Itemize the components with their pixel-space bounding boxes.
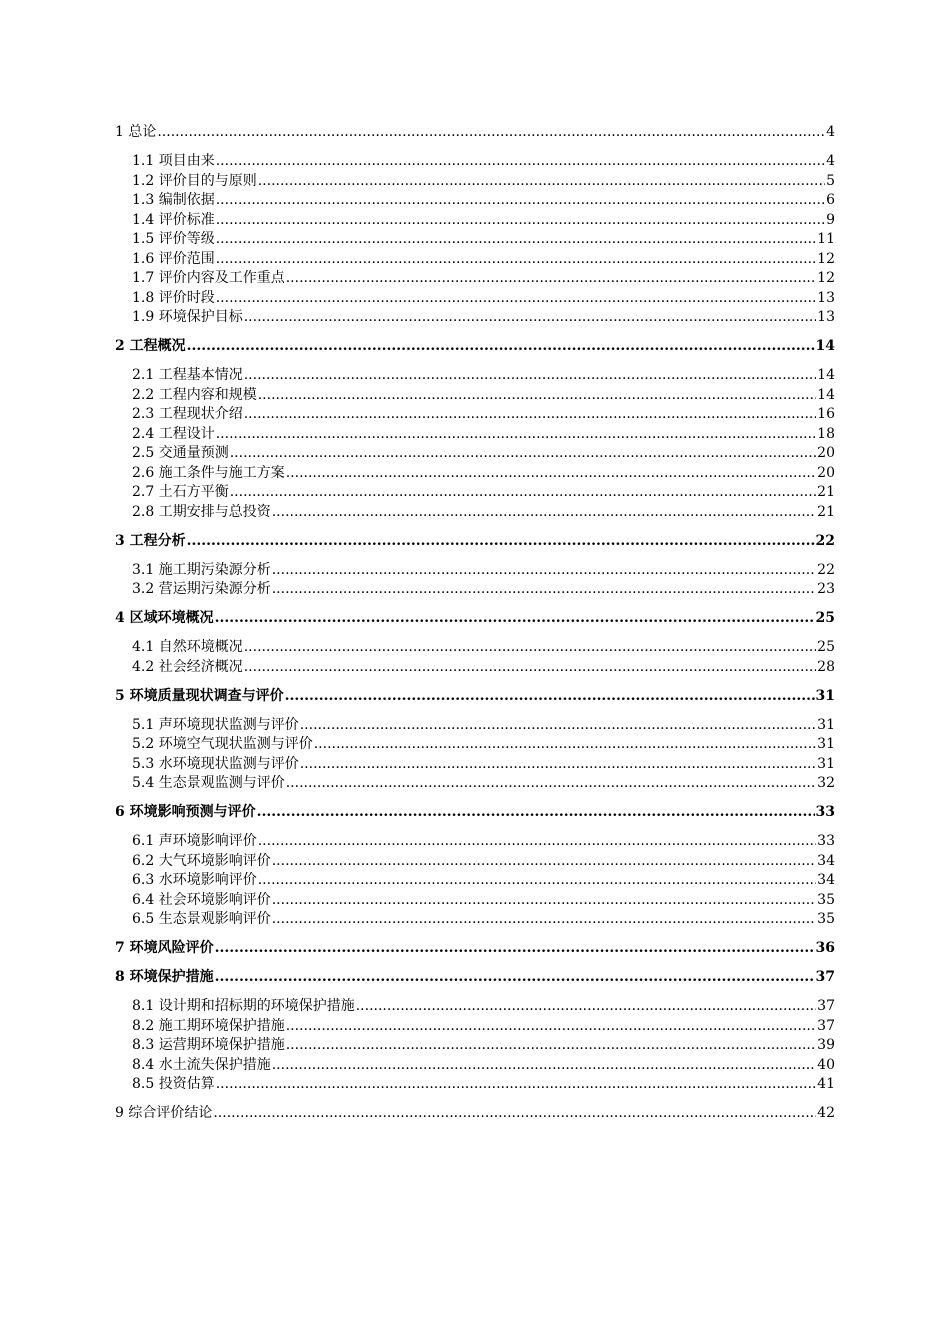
toc-dot-leader [272, 503, 816, 523]
toc-page-number: 11 [817, 231, 835, 247]
toc-section-entry[interactable] [115, 250, 835, 270]
toc-page-number: 36 [815, 940, 835, 956]
toc-dot-leader [216, 191, 825, 211]
toc-entry-title: 4.1 自然环境概况 [132, 639, 243, 655]
toc-dot-leader [216, 425, 816, 445]
toc-page-number: 31 [817, 736, 835, 752]
toc-dot-leader [286, 1017, 816, 1037]
toc-page-number: 33 [817, 833, 835, 849]
toc-page-number: 33 [815, 804, 835, 820]
toc-page-number: 6 [826, 192, 835, 208]
toc-chapter-entry[interactable] [115, 532, 835, 552]
toc-entry-title: 1.4 评价标准 [132, 211, 215, 228]
toc-dot-leader [230, 444, 816, 464]
toc-dot-leader [244, 658, 816, 678]
toc-section-entry[interactable] [115, 658, 835, 678]
toc-entry-title: 1.8 评价时段 [132, 289, 215, 306]
table-of-contents [115, 123, 835, 1124]
toc-dot-leader [230, 483, 816, 503]
toc-page-number: 4 [826, 124, 835, 140]
toc-dot-leader [215, 968, 815, 988]
toc-entry-title: 8.4 水土流失保护措施 [132, 1056, 271, 1073]
toc-entry-title: 5 环境质量现状调查与评价 [115, 687, 284, 704]
toc-section-entry[interactable] [115, 366, 835, 386]
toc-entry-title: 1.7 评价内容及工作重点 [132, 270, 285, 286]
toc-dot-leader [286, 464, 816, 484]
toc-entry-title: 1.1 项目由来 [132, 153, 215, 169]
toc-page-number: 14 [817, 386, 835, 403]
toc-dot-leader [215, 609, 815, 629]
toc-page-number: 16 [817, 406, 835, 422]
toc-section-entry[interactable] [115, 638, 835, 658]
toc-page-number: 12 [817, 250, 835, 267]
toc-entry-title: 6.2 大气环境影响评价 [132, 852, 271, 869]
toc-page-number: 25 [817, 639, 835, 655]
toc-entry-title: 3.2 营运期污染源分析 [132, 581, 271, 597]
toc-section-entry[interactable] [115, 1017, 835, 1037]
toc-entry-title: 1 总论 [115, 124, 157, 140]
toc-dot-leader [272, 561, 816, 581]
toc-section-entry[interactable] [115, 561, 835, 581]
toc-page-number: 9 [826, 211, 835, 228]
toc-section-entry[interactable] [115, 152, 835, 172]
toc-page-number: 40 [817, 1056, 835, 1073]
toc-section-entry[interactable] [115, 1036, 835, 1056]
toc-chapter-entry[interactable] [115, 337, 835, 357]
toc-dot-leader [286, 269, 816, 289]
toc-page-number: 41 [817, 1076, 835, 1092]
toc-section-entry[interactable] [115, 483, 835, 503]
toc-page-number: 34 [817, 872, 835, 888]
toc-page-number: 12 [817, 270, 835, 286]
toc-entry-title: 2.8 工期安排与总投资 [132, 503, 271, 520]
toc-dot-leader [300, 716, 816, 736]
toc-page-number: 37 [817, 1017, 835, 1034]
toc-section-entry[interactable] [115, 852, 835, 872]
toc-entry-title: 8.3 运营期环境保护措施 [132, 1037, 285, 1053]
toc-section-entry[interactable] [115, 211, 835, 231]
toc-entry-title: 2.3 工程现状介绍 [132, 406, 243, 422]
toc-section-entry[interactable] [115, 386, 835, 406]
toc-dot-leader [258, 386, 816, 406]
toc-entry-title: 6.4 社会环境影响评价 [132, 891, 271, 908]
toc-page-number: 31 [817, 755, 835, 772]
toc-section-entry[interactable] [115, 308, 835, 328]
toc-page-number: 5 [826, 172, 835, 189]
toc-dot-leader [187, 337, 815, 357]
toc-section-entry[interactable] [115, 425, 835, 445]
toc-page-number: 32 [817, 775, 835, 791]
toc-chapter-entry[interactable] [115, 123, 835, 143]
toc-page-number: 13 [817, 289, 835, 306]
toc-section-entry[interactable] [115, 269, 835, 289]
toc-dot-leader [216, 230, 816, 250]
toc-entry-title: 9 综合评价结论 [115, 1105, 213, 1121]
toc-dot-leader [286, 774, 816, 794]
toc-dot-leader [244, 308, 816, 328]
toc-dot-leader [272, 1056, 816, 1076]
toc-dot-leader [244, 638, 816, 658]
toc-page-number: 22 [817, 561, 835, 578]
toc-dot-leader [216, 211, 825, 231]
toc-page-number: 21 [817, 484, 835, 500]
toc-section-entry[interactable] [115, 503, 835, 523]
toc-entry-title: 2.7 土石方平衡 [132, 484, 229, 500]
toc-page-number: 31 [817, 716, 835, 733]
toc-page-number: 4 [826, 153, 835, 169]
toc-entry-title: 8.1 设计期和招标期的环境保护措施 [132, 998, 355, 1014]
toc-page-number: 42 [817, 1105, 835, 1121]
toc-entry-title: 2.1 工程基本情况 [132, 367, 243, 383]
toc-entry-title: 8.5 投资估算 [132, 1076, 215, 1092]
toc-page-number: 28 [817, 658, 835, 675]
toc-dot-leader [258, 172, 825, 192]
toc-page-number: 25 [815, 610, 835, 626]
toc-entry-title: 2 工程概况 [115, 338, 186, 354]
toc-section-entry[interactable] [115, 580, 835, 600]
toc-section-entry[interactable] [115, 735, 835, 755]
toc-dot-leader [257, 803, 815, 823]
toc-page-number: 39 [817, 1037, 835, 1053]
toc-page-number: 18 [817, 425, 835, 442]
toc-entry-title: 1.9 环境保护目标 [132, 309, 243, 325]
toc-section-entry[interactable] [115, 464, 835, 484]
toc-chapter-entry[interactable] [115, 1104, 835, 1124]
toc-entry-title: 6.3 水环境影响评价 [132, 872, 257, 888]
toc-entry-title: 5.1 声环境现状监测与评价 [132, 716, 299, 733]
toc-page-number: 22 [815, 532, 835, 549]
toc-entry-title: 8 环境保护措施 [115, 969, 214, 985]
toc-section-entry[interactable] [115, 191, 835, 211]
toc-entry-title: 7 环境风险评价 [115, 940, 214, 956]
toc-section-entry[interactable] [115, 444, 835, 464]
toc-dot-leader [216, 152, 825, 172]
toc-dot-leader [285, 687, 815, 707]
toc-section-entry[interactable] [115, 910, 835, 930]
toc-dot-leader [216, 289, 816, 309]
toc-dot-leader [216, 250, 816, 270]
toc-dot-leader [216, 1075, 816, 1095]
toc-section-entry[interactable] [115, 289, 835, 309]
toc-entry-title: 4.2 社会经济概况 [132, 658, 243, 675]
toc-entry-title: 1.3 编制依据 [132, 192, 215, 208]
toc-dot-leader [272, 910, 816, 930]
toc-entry-title: 8.2 施工期环境保护措施 [132, 1017, 285, 1034]
toc-dot-leader [215, 939, 815, 959]
toc-page-number: 14 [815, 338, 835, 354]
toc-section-entry[interactable] [115, 172, 835, 192]
toc-page-number: 37 [815, 969, 835, 985]
toc-page-number: 14 [817, 367, 835, 383]
toc-section-entry[interactable] [115, 871, 835, 891]
toc-section-entry[interactable] [115, 1075, 835, 1095]
toc-dot-leader [314, 735, 816, 755]
toc-entry-title: 5.4 生态景观监测与评价 [132, 775, 285, 791]
toc-section-entry[interactable] [115, 405, 835, 425]
toc-section-entry[interactable] [115, 774, 835, 794]
toc-section-entry[interactable] [115, 230, 835, 250]
toc-entry-title: 1.2 评价目的与原则 [132, 172, 257, 189]
toc-chapter-entry[interactable] [115, 968, 835, 988]
toc-page-number: 37 [817, 998, 835, 1014]
toc-dot-leader [244, 366, 816, 386]
toc-dot-leader [157, 123, 825, 143]
toc-entry-title: 6 环境影响预测与评价 [115, 804, 256, 820]
toc-section-entry[interactable] [115, 997, 835, 1017]
toc-page-number: 20 [817, 464, 835, 481]
toc-dot-leader [258, 832, 816, 852]
toc-section-entry[interactable] [115, 716, 835, 736]
toc-entry-title: 1.6 评价范围 [132, 250, 215, 267]
toc-entry-title: 1.5 评价等级 [132, 231, 215, 247]
toc-chapter-entry[interactable] [115, 609, 835, 629]
toc-entry-title: 6.1 声环境影响评价 [132, 833, 257, 849]
toc-page-number: 34 [817, 852, 835, 869]
toc-dot-leader [300, 755, 816, 775]
toc-dot-leader [286, 1036, 816, 1056]
toc-section-entry[interactable] [115, 1056, 835, 1076]
toc-entry-title: 5.2 环境空气现状监测与评价 [132, 736, 313, 752]
toc-dot-leader [187, 532, 815, 552]
toc-entry-title: 2.5 交通量预测 [132, 445, 229, 461]
toc-dot-leader [272, 891, 816, 911]
toc-entry-title: 5.3 水环境现状监测与评价 [132, 755, 299, 772]
toc-entry-title: 3 工程分析 [115, 532, 186, 549]
toc-page-number: 20 [817, 445, 835, 461]
toc-entry-title: 3.1 施工期污染源分析 [132, 561, 271, 578]
toc-dot-leader [213, 1104, 816, 1124]
toc-chapter-entry[interactable] [115, 939, 835, 959]
toc-chapter-entry[interactable] [115, 803, 835, 823]
toc-section-entry[interactable] [115, 832, 835, 852]
toc-entry-title: 2.4 工程设计 [132, 425, 215, 442]
toc-page-number: 23 [817, 581, 835, 597]
toc-entry-title: 2.6 施工条件与施工方案 [132, 464, 285, 481]
toc-entry-title: 6.5 生态景观影响评价 [132, 911, 271, 927]
toc-dot-leader [258, 871, 816, 891]
toc-dot-leader [272, 852, 816, 872]
toc-page-number: 13 [817, 309, 835, 325]
toc-entry-title: 2.2 工程内容和规模 [132, 386, 257, 403]
toc-page-number: 21 [817, 503, 835, 520]
toc-dot-leader [356, 997, 816, 1017]
toc-page-number: 35 [817, 891, 835, 908]
toc-section-entry[interactable] [115, 755, 835, 775]
toc-dot-leader [272, 580, 816, 600]
toc-page-number: 31 [815, 687, 835, 704]
toc-section-entry[interactable] [115, 891, 835, 911]
toc-chapter-entry[interactable] [115, 687, 835, 707]
toc-entry-title: 4 区域环境概况 [115, 610, 214, 626]
toc-dot-leader [244, 405, 816, 425]
toc-page-number: 35 [817, 911, 835, 927]
